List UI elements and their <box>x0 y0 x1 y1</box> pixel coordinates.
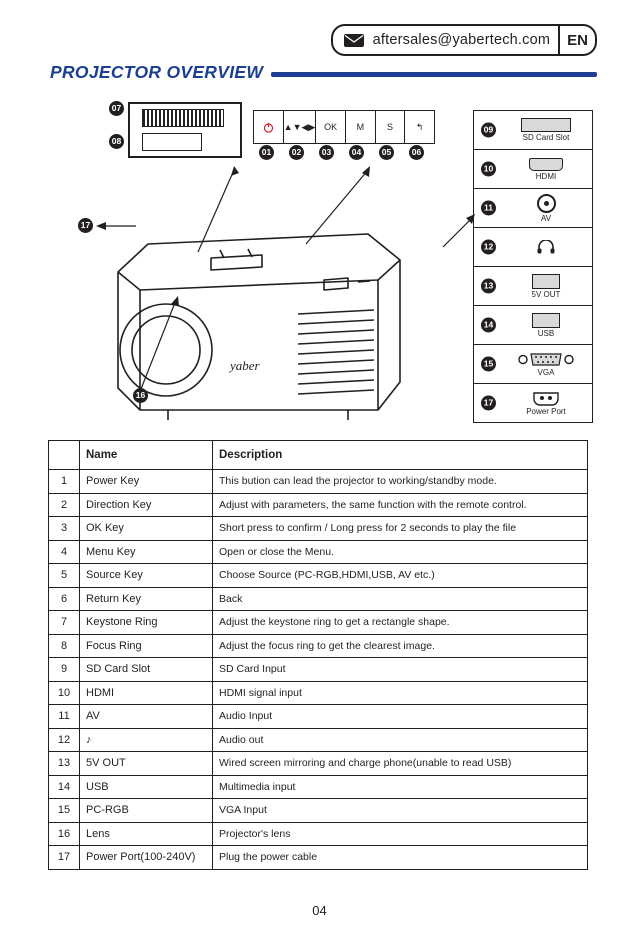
table-row <box>49 611 588 635</box>
cell-index: 7 <box>49 611 80 635</box>
cell-index: 9 <box>49 658 80 682</box>
cell-name: Power Key <box>80 470 213 494</box>
component-table <box>48 440 588 870</box>
vga-icon <box>504 345 588 383</box>
cell-name: Direction Key <box>80 493 213 517</box>
cell-index: 11 <box>49 705 80 729</box>
header-index <box>49 441 80 470</box>
cell-name: Focus Ring <box>80 634 213 658</box>
port-label-usb: USB <box>537 328 555 338</box>
cell-description: Plug the power cable <box>213 846 588 870</box>
cell-description: Open or close the Menu. <box>213 540 588 564</box>
cell-description: Adjust the keystone ring to get a rectangle shape. <box>213 611 588 635</box>
power-port-icon <box>504 384 588 422</box>
cell-description: This bution can lead the projector to working/standby mode. <box>213 470 588 494</box>
callout-14: 14 <box>481 318 496 333</box>
cell-name: SD Card Slot <box>80 658 213 682</box>
cell-description: Multimedia input <box>213 775 588 799</box>
port-row-av <box>474 189 592 228</box>
cell-description: HDMI signal input <box>213 681 588 705</box>
cell-name: Return Key <box>80 587 213 611</box>
language-indicator: EN <box>558 26 595 54</box>
cell-index: 12 <box>49 728 80 752</box>
cell-index: 2 <box>49 493 80 517</box>
port-label-sd: SD Card Slot <box>522 133 570 142</box>
cell-name: USB <box>80 775 213 799</box>
cell-description: Projector's lens <box>213 822 588 846</box>
callout-04: 04 <box>349 145 364 160</box>
callout-13: 13 <box>481 279 496 294</box>
headphone-icon <box>504 228 588 266</box>
port-row-power <box>474 384 592 422</box>
cell-name: Menu Key <box>80 540 213 564</box>
cell-name: Lens <box>80 822 213 846</box>
table-row <box>49 540 588 564</box>
table-row <box>49 658 588 682</box>
cell-index: 1 <box>49 470 80 494</box>
cell-name: ♪ <box>80 728 213 752</box>
table-row <box>49 470 588 494</box>
callout-03: 03 <box>319 145 334 160</box>
callout-17-body: 17 <box>78 218 93 233</box>
callout-01: 01 <box>259 145 274 160</box>
cell-index: 14 <box>49 775 80 799</box>
table-row <box>49 634 588 658</box>
sd-card-icon <box>504 111 588 149</box>
projector-diagram <box>48 92 593 430</box>
port-label-vga: VGA <box>537 367 555 377</box>
cell-name: Keystone Ring <box>80 611 213 635</box>
contact-email-badge <box>331 24 597 56</box>
table-row <box>49 728 588 752</box>
cell-index: 17 <box>49 846 80 870</box>
key-menu: M <box>346 111 376 143</box>
cell-index: 13 <box>49 752 80 776</box>
table-row <box>49 681 588 705</box>
cell-name: AV <box>80 705 213 729</box>
callout-09: 09 <box>481 123 496 138</box>
table-row <box>49 705 588 729</box>
table-row <box>49 587 588 611</box>
cell-description: Short press to confirm / Long press for 2 seconds to play the file <box>213 517 588 541</box>
cell-name: OK Key <box>80 517 213 541</box>
cell-name: HDMI <box>80 681 213 705</box>
title-divider <box>271 72 597 77</box>
callout-16-lens: 16 <box>133 388 148 403</box>
table-row <box>49 752 588 776</box>
cell-index: 4 <box>49 540 80 564</box>
table-row <box>49 799 588 823</box>
callout-10: 10 <box>481 162 496 177</box>
table-row <box>49 493 588 517</box>
port-label-hdmi: HDMI <box>535 171 557 181</box>
port-label-av: AV <box>540 213 552 223</box>
av-jack-icon <box>504 189 588 227</box>
key-return: ↰ <box>415 121 424 132</box>
section-header <box>50 62 597 83</box>
callout-15: 15 <box>481 357 496 372</box>
port-row-5v-out <box>474 267 592 306</box>
table-row <box>49 822 588 846</box>
port-row-audio-out <box>474 228 592 267</box>
port-row-usb <box>474 306 592 345</box>
cell-description: VGA Input <box>213 799 588 823</box>
usb-icon <box>504 306 588 344</box>
cell-index: 3 <box>49 517 80 541</box>
cell-name: 5V OUT <box>80 752 213 776</box>
key-ok: OK <box>316 111 346 143</box>
cell-index: 16 <box>49 822 80 846</box>
table-header-row <box>49 441 588 470</box>
key-direction: ▲▼◀▶ <box>284 111 317 143</box>
callout-08: 08 <box>109 134 124 149</box>
cell-description: Back <box>213 587 588 611</box>
port-list <box>473 110 593 423</box>
callout-05: 05 <box>379 145 394 160</box>
cell-description: Audio out <box>213 728 588 752</box>
table-row <box>49 517 588 541</box>
callout-07: 07 <box>109 101 124 116</box>
table-row <box>49 846 588 870</box>
callout-17-port: 17 <box>481 396 496 411</box>
port-row-hdmi <box>474 150 592 189</box>
port-row-vga <box>474 345 592 384</box>
cell-name: Power Port(100-240V) <box>80 846 213 870</box>
cell-description: Audio Input <box>213 705 588 729</box>
cell-name: PC-RGB <box>80 799 213 823</box>
cell-index: 15 <box>49 799 80 823</box>
port-label-5v-out: 5V OUT <box>531 289 561 299</box>
cell-description: Choose Source (PC-RGB,HDMI,USB, AV etc.) <box>213 564 588 588</box>
callout-02: 02 <box>289 145 304 160</box>
cell-index: 8 <box>49 634 80 658</box>
table-row <box>49 775 588 799</box>
port-row-sd-card <box>474 111 592 150</box>
page-title: PROJECTOR OVERVIEW <box>50 62 264 82</box>
callout-12: 12 <box>481 240 496 255</box>
envelope-icon <box>333 26 373 54</box>
port-label-power: Power Port <box>526 407 566 416</box>
key-source: S <box>376 111 406 143</box>
svg-text:yaber: yaber <box>230 358 260 373</box>
cell-description: Adjust with parameters, the same function with the remote control. <box>213 493 588 517</box>
cell-name: Source Key <box>80 564 213 588</box>
cell-index: 5 <box>49 564 80 588</box>
callout-06: 06 <box>409 145 424 160</box>
email-address: aftersales@yabertech.com <box>372 32 551 48</box>
cell-description: Adjust the focus ring to get the clearest image. <box>213 634 588 658</box>
cell-index: 6 <box>49 587 80 611</box>
table-row <box>49 564 588 588</box>
header-name: Name <box>80 441 213 470</box>
usb-icon <box>504 267 588 305</box>
callout-11: 11 <box>481 201 496 216</box>
header-description: Description <box>213 441 588 470</box>
cell-description: SD Card Input <box>213 658 588 682</box>
cell-description: Wired screen mirroring and charge phone(unable to read USB) <box>213 752 588 776</box>
hdmi-icon <box>504 150 588 188</box>
page-number: 04 <box>312 903 327 918</box>
cell-index: 10 <box>49 681 80 705</box>
